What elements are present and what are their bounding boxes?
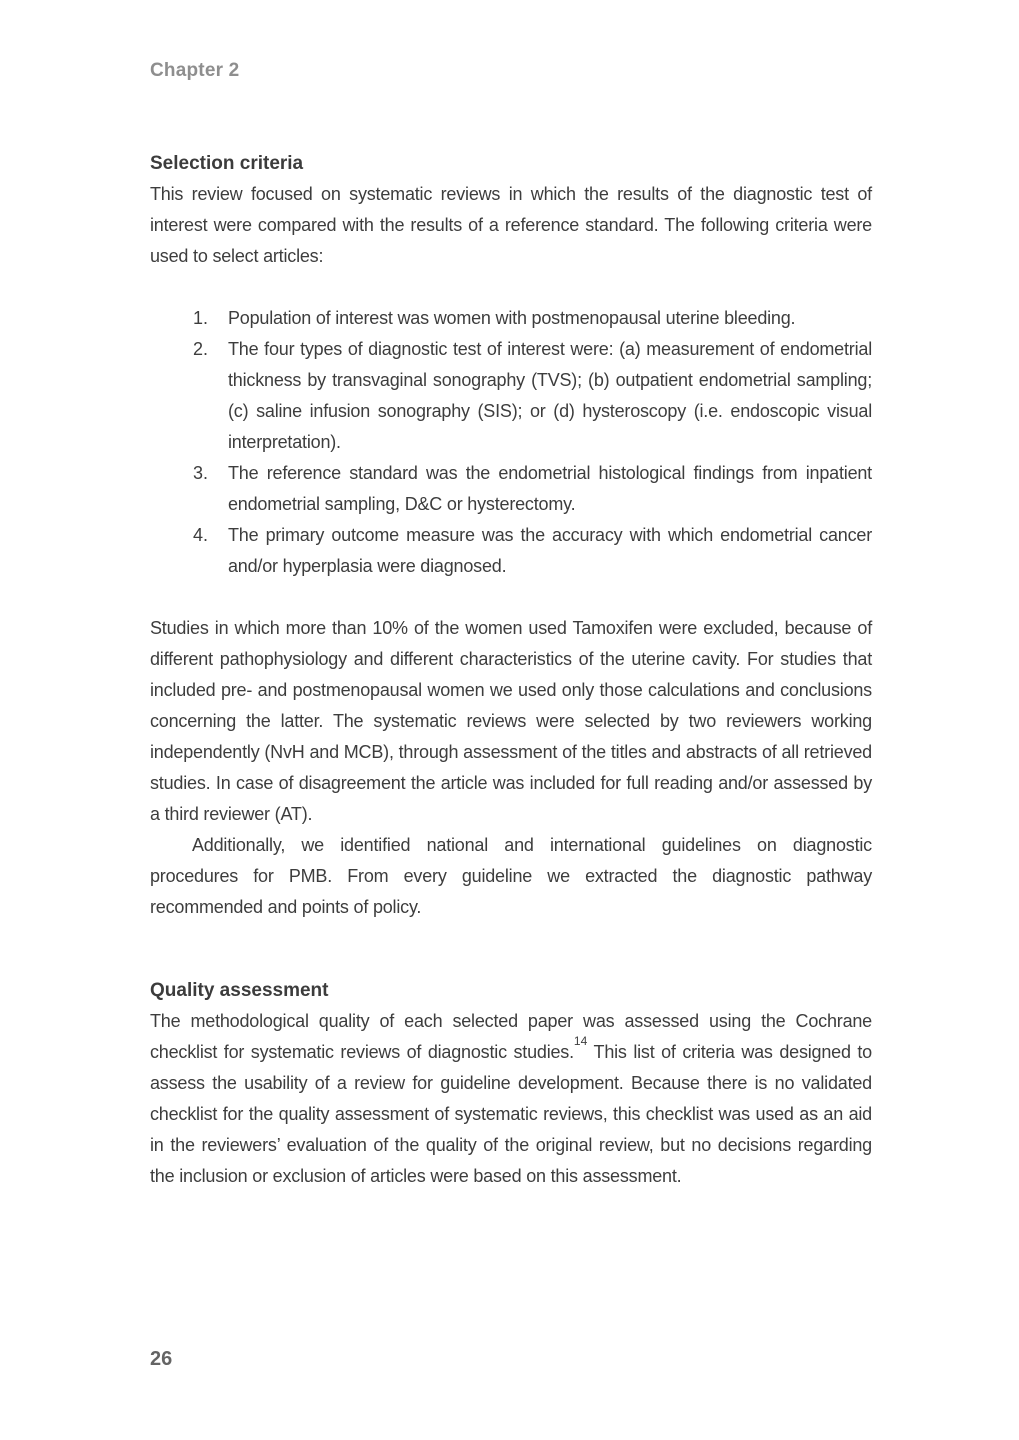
quality-paragraph <box>150 1006 872 1192</box>
page-content <box>150 148 872 1192</box>
chapter-label: Chapter 2 <box>150 60 240 81</box>
criterion-item-1 <box>150 303 872 334</box>
criterion-text: The reference standard was the endometrial histological findings from inpatient endometrial sampling, D&C or hysterectomy. <box>228 463 872 514</box>
quality-paragraph-part1: The methodological quality of each selected paper was assessed using the Cochrane checklist for systematic reviews of diagnostic studies. <box>150 1011 872 1062</box>
criterion-item-3 <box>150 458 872 520</box>
page-number: 26 <box>150 1348 173 1370</box>
criterion-number: 2. <box>193 339 209 359</box>
criterion-number: 3. <box>193 463 209 483</box>
criterion-text: The primary outcome measure was the accuracy with which endometrial cancer and/or hyperplasia were diagnosed. <box>228 525 872 576</box>
footnote-ref-14: 14 <box>573 1034 588 1048</box>
criterion-item-4 <box>150 520 872 582</box>
criterion-text: The four types of diagnostic test of interest were: (a) measurement of endometrial thickness by transvaginal sonography (TVS); (b) outpatient endometrial sampling; (c) saline infusion sonography (SIS); or (d) hysteroscopy (i.e. endoscopic visual interpretation). <box>228 339 872 452</box>
criterion-number: 1. <box>193 308 209 328</box>
criterion-number: 4. <box>193 525 209 545</box>
quality-paragraph-part2: This list of criteria was designed to assess the usability of a review for guideline development. Because there is no validated checklist for the quality assessment of systematic reviews, this checklist was used as an aid in the reviewers’ evaluation of the quality of the original review, but no decisions regarding the inclusion or exclusion of articles were based on this assessment. <box>150 1042 872 1186</box>
section-heading-selection-criteria: Selection criteria <box>150 153 304 174</box>
guidelines-paragraph: Additionally, we identified national and international guidelines on diagnostic procedures for PMB. From every guideline we extracted the diagnostic pathway recommended and points of policy. <box>150 835 872 917</box>
criterion-text: Population of interest was women with postmenopausal uterine bleeding. <box>228 308 796 328</box>
exclusion-paragraph: Studies in which more than 10% of the women used Tamoxifen were excluded, because of different pathophysiology and different characteristics of the uterine cavity. For studies that included pre- and postmenopausal women we used only those calculations and conclusions concerning the latter. The systematic reviews were selected by two reviewers working independently (NvH and MCB), through assessment of the titles and abstracts of all retrieved studies. In case of disagreement the article was included for full reading and/or assessed by a third reviewer (AT). <box>150 618 872 824</box>
criteria-list <box>150 303 872 582</box>
section-heading-quality-assessment: Quality assessment <box>150 980 329 1001</box>
selection-intro-paragraph: This review focused on systematic reviews in which the results of the diagnostic test of interest were compared with the results of a reference standard. The following criteria were used to select articles: <box>150 184 872 266</box>
criterion-item-2 <box>150 334 872 458</box>
